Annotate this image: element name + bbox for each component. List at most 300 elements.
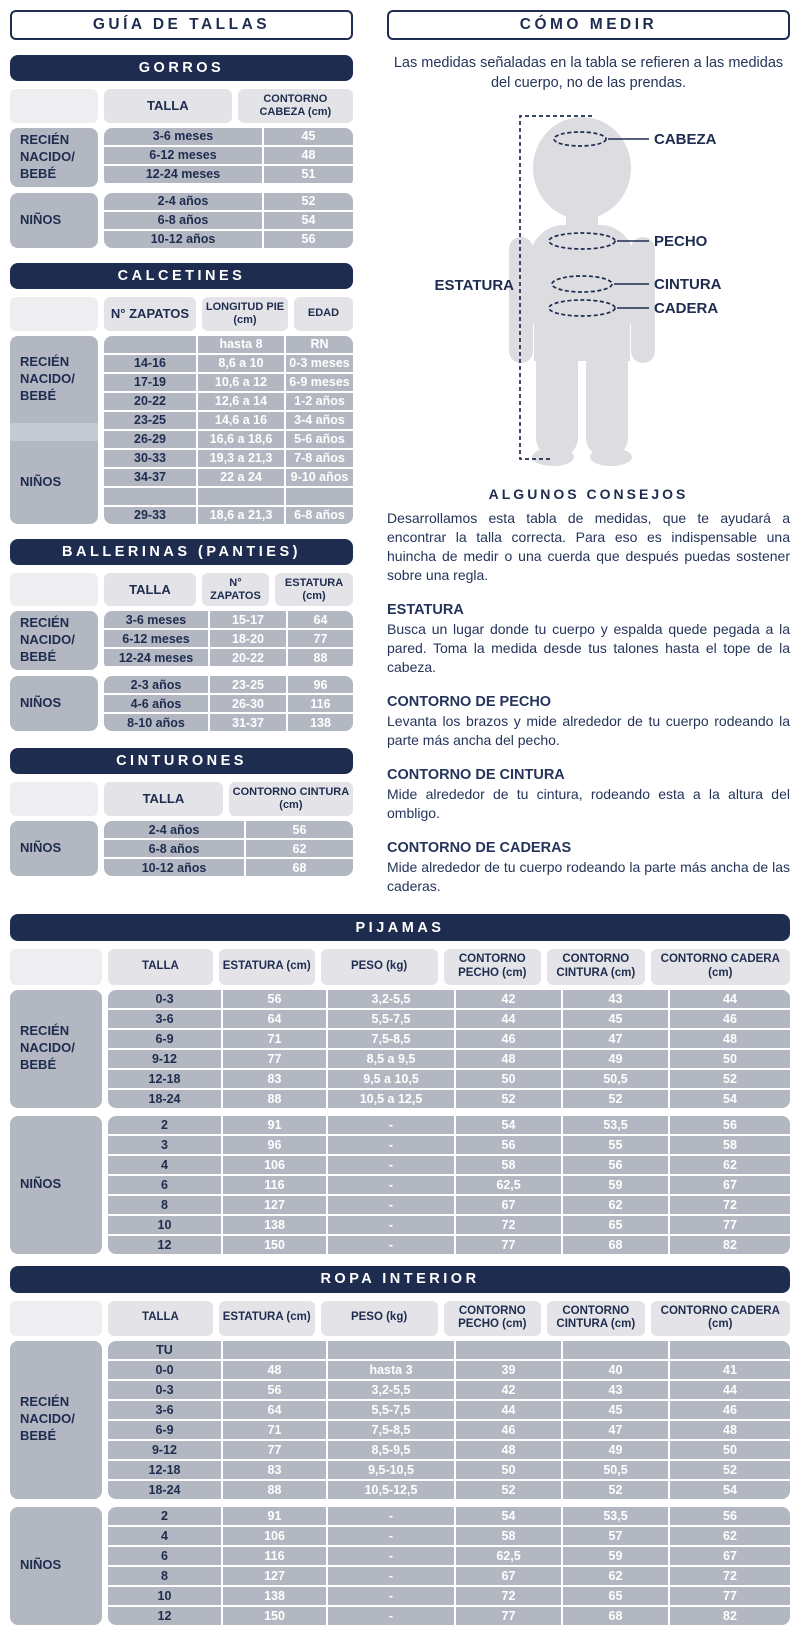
rows-block: [108, 1116, 790, 1254]
value-cell: 72: [670, 1196, 790, 1214]
value-cell: 83: [223, 1070, 326, 1088]
category-cell: RECIÉN NACIDO/ BEBÉ: [10, 1341, 102, 1499]
value-cell: 72: [456, 1216, 561, 1234]
value-cell: 65: [563, 1587, 668, 1605]
tip-contorno-pecho: [387, 694, 790, 750]
table-row: [108, 1176, 790, 1194]
value-cell: 62,5: [456, 1547, 561, 1565]
value-cell: 67: [456, 1567, 561, 1585]
value-cell: 116: [288, 695, 353, 712]
category-cell: NIÑOS: [10, 1507, 102, 1625]
size-tables-column: [10, 10, 353, 896]
value-cell: 50: [670, 1050, 790, 1068]
size-cell: 30-33: [104, 450, 196, 467]
value-cell: 67: [670, 1547, 790, 1565]
value-cell: 50,5: [563, 1461, 668, 1479]
value-cell: 82: [670, 1607, 790, 1625]
value-cell: 3,2-5,5: [328, 990, 454, 1008]
value-cell: 46: [456, 1030, 561, 1048]
value-cell: 6-8 años: [286, 507, 353, 524]
size-cell: 8-10 años: [104, 714, 208, 731]
value-cell: 64: [288, 611, 353, 628]
value-cell: 68: [563, 1236, 668, 1254]
value-cell: 44: [456, 1401, 561, 1419]
value-cell: 52: [456, 1090, 561, 1108]
tip-contorno-caderas-text: Mide alrededor de tu cuerpo rodeando la parte más ancha de las caderas.: [387, 859, 790, 895]
column-header: CONTORNO PECHO (cm): [444, 949, 542, 984]
size-cell: 6: [108, 1176, 221, 1194]
size-cell: 9-12: [108, 1050, 221, 1068]
size-cell: 29-33: [104, 507, 196, 524]
value-cell: 52: [456, 1481, 561, 1499]
value-cell: 39: [456, 1361, 561, 1379]
value-cell: hasta 3: [328, 1361, 454, 1379]
table-row: [108, 1236, 790, 1254]
rows-block: [104, 676, 353, 731]
column-header: CONTORNO CINTURA (cm): [229, 782, 353, 816]
value-cell: 46: [670, 1010, 790, 1028]
gorros-table: [10, 89, 353, 248]
value-cell: 96: [288, 676, 353, 693]
value-cell: 106: [223, 1527, 326, 1545]
value-cell: 12,6 a 14: [198, 393, 284, 410]
rows-block: [104, 193, 353, 248]
table-row: [104, 859, 353, 876]
ropa-interior-table: [10, 1301, 790, 1625]
cadera-label: CADERA: [654, 300, 719, 317]
value-cell: 52: [670, 1461, 790, 1479]
size-cell: 9-12: [108, 1441, 221, 1459]
value-cell: 62: [246, 840, 353, 857]
value-cell: 20-22: [210, 649, 286, 666]
table-row: [104, 212, 353, 229]
value-cell: 22 a 24: [198, 469, 284, 486]
cinturones-section-header: CINTURONES: [10, 748, 353, 774]
size-cell: 12-24 meses: [104, 166, 262, 183]
size-cell: [104, 336, 196, 353]
table-row: [108, 1607, 790, 1625]
category-cell: NIÑOS: [10, 676, 98, 731]
value-cell: 58: [456, 1527, 561, 1545]
row-group: [10, 676, 353, 731]
table-row: [104, 695, 353, 712]
column-header: PESO (kg): [321, 1301, 438, 1336]
value-cell: 1-2 años: [286, 393, 353, 410]
value-cell: 44: [670, 1381, 790, 1399]
calcetines-section-header: CALCETINES: [10, 263, 353, 289]
column-header: N° ZAPATOS: [202, 573, 269, 607]
tip-estatura-text: Busca un lugar donde tu cuerpo y espalda quede pegada a la pared. Toma la medida desde tus talones hasta el tope de la cabeza.: [387, 621, 790, 676]
value-cell: 77: [456, 1236, 561, 1254]
table-row: [108, 1090, 790, 1108]
column-header: ESTATURA (cm): [219, 1301, 315, 1336]
table-row: [104, 412, 353, 429]
algunos-consejos-text: Desarrollamos esta tabla de medidas, que te ayudará a encontrar la talla correcta. Para eso es indispensable una huincha de medir o una cuerda que después puedas sostener sobre una regla.: [387, 510, 790, 584]
value-cell: 56: [670, 1116, 790, 1134]
size-cell: 3-6: [108, 1401, 221, 1419]
size-cell: 6: [108, 1547, 221, 1565]
value-cell: RN: [286, 336, 353, 353]
value-cell: 14,6 a 16: [198, 412, 284, 429]
size-cell: 3-6 meses: [104, 611, 208, 628]
size-cell: 12-24 meses: [104, 649, 208, 666]
value-cell: 7,5-8,5: [328, 1421, 454, 1439]
section-gorros: [10, 55, 353, 248]
column-header: CONTORNO CADERA (cm): [651, 1301, 790, 1336]
value-cell: 18,6 a 21,3: [198, 507, 284, 524]
table-row: [104, 231, 353, 248]
category-cell: NIÑOS: [10, 193, 98, 248]
value-cell: 52: [264, 193, 353, 210]
table-row: [104, 821, 353, 838]
table-row: [104, 714, 353, 731]
tip-contorno-caderas: [387, 840, 790, 896]
value-cell: 10,5 a 12,5: [328, 1090, 454, 1108]
table-row: [104, 166, 353, 183]
value-cell: 0-3 meses: [286, 355, 353, 372]
value-cell: 46: [670, 1401, 790, 1419]
column-header: PESO (kg): [321, 949, 438, 984]
value-cell: 44: [670, 990, 790, 1008]
category-column: [10, 336, 98, 524]
size-cell: 2: [108, 1507, 221, 1525]
value-cell: 10,5-12,5: [328, 1481, 454, 1499]
value-cell: 138: [223, 1587, 326, 1605]
value-cell: 54: [264, 212, 353, 229]
value-cell: 48: [670, 1030, 790, 1048]
size-cell: 34-37: [104, 469, 196, 486]
value-cell: 26-30: [210, 695, 286, 712]
category-cell: RECIÉN NACIDO/ BEBÉ: [10, 611, 98, 670]
size-cell: 2-4 años: [104, 821, 244, 838]
value-cell: 54: [456, 1507, 561, 1525]
size-cell: 10-12 años: [104, 859, 244, 876]
cabeza-label: CABEZA: [654, 131, 717, 148]
value-cell: 56: [264, 231, 353, 248]
table-column-headers: [10, 573, 353, 607]
table-row: [104, 450, 353, 467]
column-header: CONTORNO CADERA (cm): [651, 949, 790, 984]
size-cell: 6-9: [108, 1030, 221, 1048]
column-header: ESTATURA (cm): [219, 949, 315, 984]
column-header: EDAD: [294, 297, 353, 331]
tip-contorno-cintura-heading: CONTORNO DE CINTURA: [387, 767, 565, 784]
value-cell: 42: [456, 1381, 561, 1399]
size-cell: 8: [108, 1196, 221, 1214]
value-cell: 5,5-7,5: [328, 1010, 454, 1028]
value-cell: 56: [223, 1381, 326, 1399]
value-cell: 52: [563, 1090, 668, 1108]
value-cell: 54: [670, 1481, 790, 1499]
table-row: [108, 1196, 790, 1214]
size-cell: 23-25: [104, 412, 196, 429]
value-cell: 77: [670, 1587, 790, 1605]
value-cell: 56: [563, 1156, 668, 1174]
table-column-headers: [10, 1301, 790, 1336]
table-row: [108, 1441, 790, 1459]
value-cell: -: [328, 1587, 454, 1605]
size-cell: 0-0: [108, 1361, 221, 1379]
value-cell: 48: [223, 1361, 326, 1379]
value-cell: 88: [223, 1090, 326, 1108]
row-group: [10, 1507, 790, 1625]
size-cell: 26-29: [104, 431, 196, 448]
value-cell: 150: [223, 1607, 326, 1625]
value-cell: 91: [223, 1116, 326, 1134]
value-cell: -: [328, 1527, 454, 1545]
row-group: [10, 193, 353, 248]
table-row: [108, 1030, 790, 1048]
rows-block: [108, 1507, 790, 1625]
size-cell: 4: [108, 1156, 221, 1174]
table-row: [108, 1401, 790, 1419]
value-cell: 47: [563, 1421, 668, 1439]
value-cell: 48: [264, 147, 353, 164]
value-cell: 77: [456, 1607, 561, 1625]
size-cell: 3-6: [108, 1010, 221, 1028]
size-cell: 6-12 meses: [104, 147, 262, 164]
como-medir-column: [387, 10, 790, 896]
row-group: [10, 821, 353, 876]
size-cell: 18-24: [108, 1090, 221, 1108]
value-cell: 116: [223, 1176, 326, 1194]
value-cell: 10,6 a 12: [198, 374, 284, 391]
column-header: CONTORNO PECHO (cm): [444, 1301, 542, 1336]
size-cell: 6-8 años: [104, 840, 244, 857]
row-group: [10, 990, 790, 1108]
table-row: [108, 1070, 790, 1088]
value-cell: 77: [670, 1216, 790, 1234]
category-cell: NIÑOS: [10, 441, 98, 524]
table-row: [108, 1010, 790, 1028]
column-header: ESTATURA (cm): [275, 573, 353, 607]
size-cell: 2-3 años: [104, 676, 208, 693]
value-cell: -: [328, 1156, 454, 1174]
value-cell: -: [328, 1507, 454, 1525]
value-cell: 49: [563, 1050, 668, 1068]
value-cell: 68: [246, 859, 353, 876]
value-cell: 3,2-5,5: [328, 1381, 454, 1399]
value-cell: 56: [246, 821, 353, 838]
value-cell: 54: [670, 1090, 790, 1108]
value-cell: 62: [670, 1527, 790, 1545]
value-cell: 88: [288, 649, 353, 666]
cintura-label: CINTURA: [654, 276, 722, 293]
section-calcetines: [10, 263, 353, 524]
value-cell: 59: [563, 1176, 668, 1194]
value-cell: 72: [456, 1587, 561, 1605]
table-column-headers: [10, 949, 790, 984]
table-row: [108, 1527, 790, 1545]
estatura-label: ESTATURA: [434, 277, 514, 294]
category-cell: NIÑOS: [10, 821, 98, 876]
value-cell: 56: [670, 1507, 790, 1525]
table-row: [104, 374, 353, 391]
value-cell: 127: [223, 1196, 326, 1214]
value-cell: 45: [563, 1010, 668, 1028]
value-cell: -: [328, 1236, 454, 1254]
value-cell: 56: [223, 990, 326, 1008]
value-cell: 42: [456, 990, 561, 1008]
value-cell: -: [328, 1567, 454, 1585]
body-measurement-diagram: [387, 101, 790, 478]
size-cell: TU: [108, 1341, 221, 1359]
value-cell: 138: [288, 714, 353, 731]
row-group: [10, 128, 353, 187]
rows-block: [104, 611, 353, 670]
value-cell: 50: [456, 1461, 561, 1479]
pecho-label: PECHO: [654, 233, 708, 250]
value-cell: -: [328, 1216, 454, 1234]
size-cell: 4-6 años: [104, 695, 208, 712]
size-cell: 14-16: [104, 355, 196, 372]
rows-block: [104, 128, 353, 187]
table-column-headers: [10, 89, 353, 123]
column-header: TALLA: [108, 949, 213, 984]
value-cell: [563, 1341, 668, 1359]
value-cell: 9,5 a 10,5: [328, 1070, 454, 1088]
value-cell: 55: [563, 1136, 668, 1154]
value-cell: 8,5-9,5: [328, 1441, 454, 1459]
ropa-interior-section-header: ROPA INTERIOR: [10, 1266, 790, 1293]
category-cell: RECIÉN NACIDO/ BEBÉ: [10, 128, 98, 187]
value-cell: 82: [670, 1236, 790, 1254]
column-header: N° ZAPATOS: [104, 297, 196, 331]
table-row: [104, 488, 353, 505]
table-row: [108, 1461, 790, 1479]
value-cell: 7-8 años: [286, 450, 353, 467]
value-cell: 54: [456, 1116, 561, 1134]
size-cell: 8: [108, 1567, 221, 1585]
value-cell: 23-25: [210, 676, 286, 693]
value-cell: 96: [223, 1136, 326, 1154]
value-cell: -: [328, 1196, 454, 1214]
section-cinturones: [10, 748, 353, 876]
value-cell: 53,5: [563, 1507, 668, 1525]
table-row: [104, 431, 353, 448]
tip-contorno-pecho-heading: CONTORNO DE PECHO: [387, 694, 552, 711]
tip-estatura: [387, 602, 790, 677]
value-cell: 15-17: [210, 611, 286, 628]
value-cell: 59: [563, 1547, 668, 1565]
value-cell: 116: [223, 1547, 326, 1565]
value-cell: hasta 8: [198, 336, 284, 353]
value-cell: 40: [563, 1361, 668, 1379]
value-cell: 50,5: [563, 1070, 668, 1088]
value-cell: 62: [563, 1196, 668, 1214]
row-group: [10, 1341, 790, 1499]
size-cell: 20-22: [104, 393, 196, 410]
section-pijamas: [10, 914, 790, 1253]
size-cell: 6-9: [108, 1421, 221, 1439]
page-title-guia-de-tallas: GUÍA DE TALLAS: [10, 10, 353, 40]
algunos-consejos-title: ALGUNOS CONSEJOS: [488, 486, 689, 502]
value-cell: [328, 1341, 454, 1359]
table-row: [104, 676, 353, 693]
value-cell: 47: [563, 1030, 668, 1048]
rows-block: [104, 821, 353, 876]
calcetines-table: [10, 297, 353, 524]
value-cell: 77: [288, 630, 353, 647]
value-cell: 58: [456, 1156, 561, 1174]
cinturones-table: [10, 782, 353, 876]
table-row: [108, 1547, 790, 1565]
section-ballerinas: [10, 539, 353, 732]
value-cell: 6-9 meses: [286, 374, 353, 391]
value-cell: 91: [223, 1507, 326, 1525]
intro-text: Las medidas señaladas en la tabla se refieren a las medidas del cuerpo, no de las prendas.: [393, 55, 784, 91]
value-cell: 71: [223, 1421, 326, 1439]
value-cell: 44: [456, 1010, 561, 1028]
value-cell: 57: [563, 1527, 668, 1545]
column-header: CONTORNO CINTURA (cm): [547, 1301, 645, 1336]
table-row: [104, 469, 353, 486]
value-cell: 5-6 años: [286, 431, 353, 448]
value-cell: 64: [223, 1010, 326, 1028]
rows-block: [108, 1341, 790, 1499]
value-cell: 8,6 a 10: [198, 355, 284, 372]
value-cell: 48: [456, 1441, 561, 1459]
value-cell: -: [328, 1547, 454, 1565]
child-silhouette-figure: [387, 101, 790, 473]
corner-cell: [10, 573, 98, 607]
value-cell: [286, 488, 353, 505]
table-row: [104, 147, 353, 164]
tip-contorno-cintura: [387, 767, 790, 823]
value-cell: 31-37: [210, 714, 286, 731]
column-header: TALLA: [104, 782, 223, 816]
silhouette-shape: [509, 117, 655, 466]
value-cell: 150: [223, 1236, 326, 1254]
value-cell: -: [328, 1176, 454, 1194]
value-cell: 106: [223, 1156, 326, 1174]
value-cell: 127: [223, 1567, 326, 1585]
value-cell: 48: [456, 1050, 561, 1068]
value-cell: 45: [264, 128, 353, 145]
value-cell: [223, 1341, 326, 1359]
value-cell: 45: [563, 1401, 668, 1419]
table-row: [104, 336, 353, 353]
table-row: [108, 1567, 790, 1585]
category-cell: RECIÉN NACIDO/ BEBÉ: [10, 990, 102, 1108]
pijamas-section-header: PIJAMAS: [10, 914, 790, 941]
value-cell: 68: [563, 1607, 668, 1625]
column-header: TALLA: [104, 89, 232, 123]
value-cell: 52: [670, 1070, 790, 1088]
value-cell: [198, 488, 284, 505]
size-cell: 6-12 meses: [104, 630, 208, 647]
value-cell: 19,3 a 21,3: [198, 450, 284, 467]
column-header: CONTORNO CINTURA (cm): [547, 949, 645, 984]
value-cell: 46: [456, 1421, 561, 1439]
value-cell: 50: [670, 1441, 790, 1459]
table-row: [108, 1381, 790, 1399]
size-cell: 10-12 años: [104, 231, 262, 248]
corner-cell: [10, 89, 98, 123]
value-cell: 48: [670, 1421, 790, 1439]
tip-contorno-pecho-text: Levanta los brazos y mide alrededor de tu cuerpo rodeando la parte más ancha del pecho.: [387, 713, 790, 749]
size-cell: 0-3: [108, 990, 221, 1008]
size-cell: 2: [108, 1116, 221, 1134]
value-cell: 16,6 a 18,6: [198, 431, 284, 448]
table-row: [108, 1361, 790, 1379]
value-cell: 71: [223, 1030, 326, 1048]
value-cell: 72: [670, 1567, 790, 1585]
table-row: [104, 193, 353, 210]
category-divider: [10, 423, 98, 441]
section-ropa-interior: [10, 1266, 790, 1625]
table-row: [104, 611, 353, 628]
